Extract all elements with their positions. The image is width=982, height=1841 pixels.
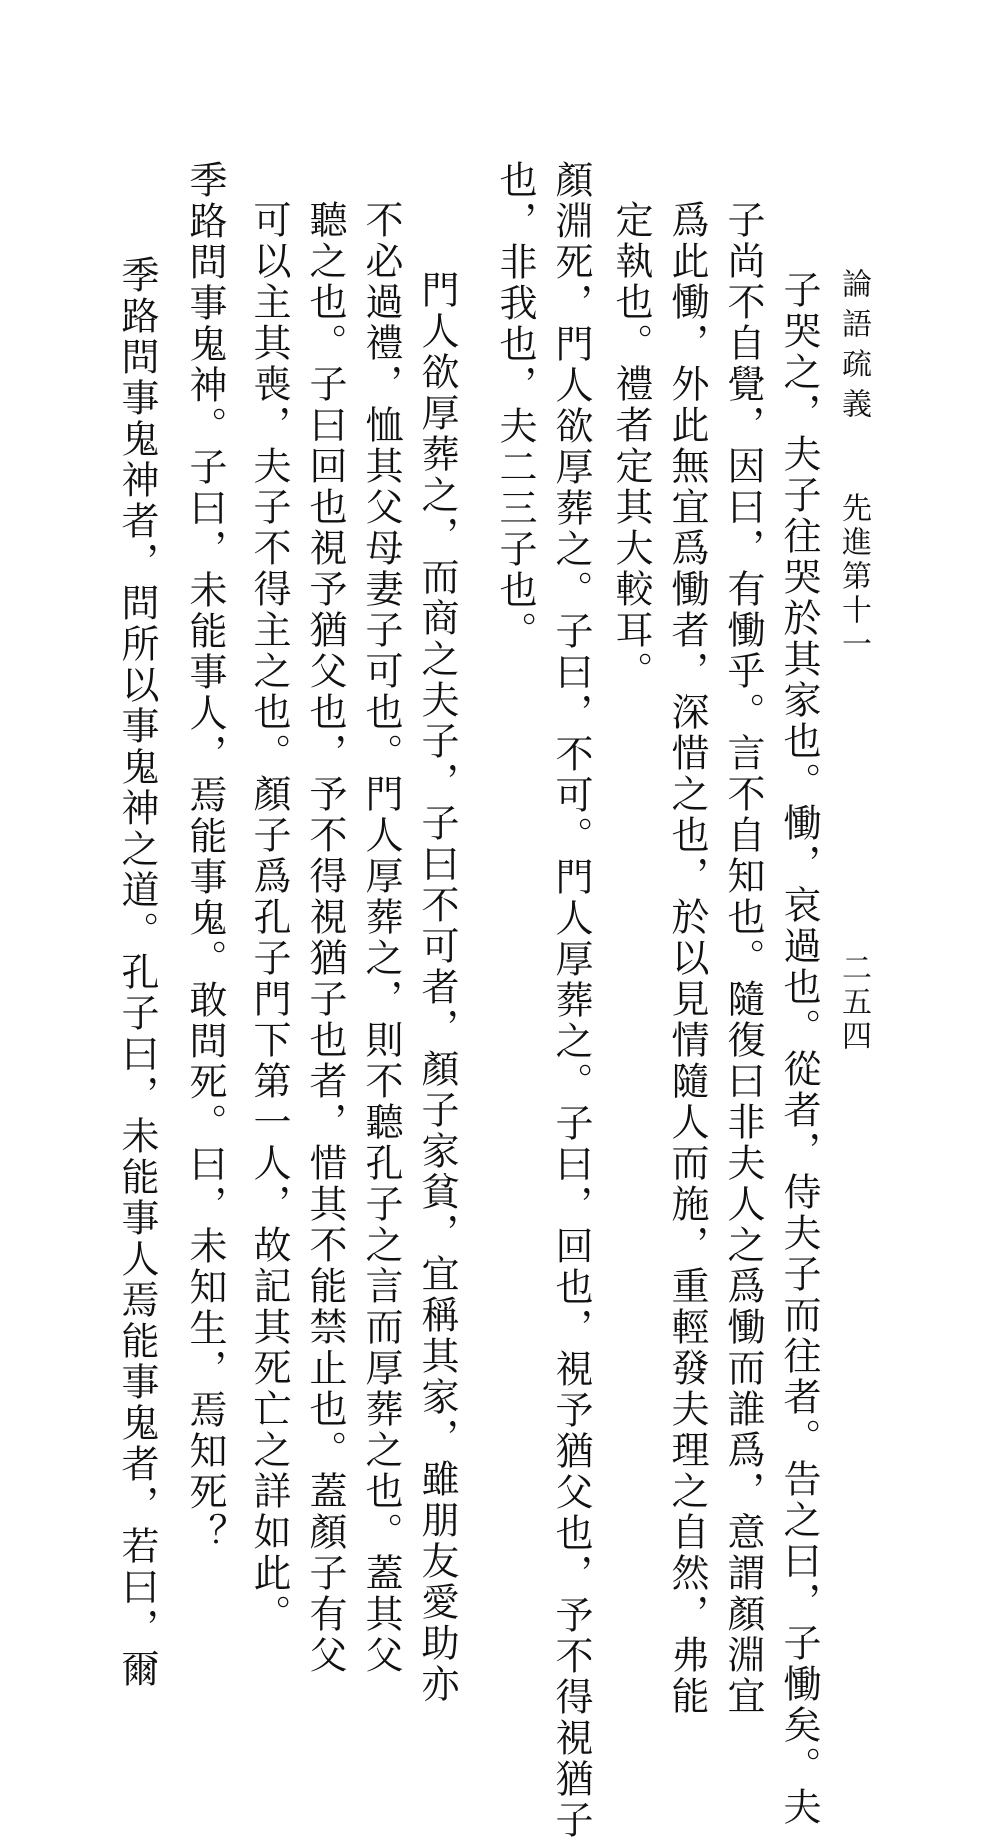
chapter-title: 先進第十一 bbox=[836, 492, 871, 662]
text-column-8: 不必過禮，恤其父母妻子可也。門人厚葬之，則不聽孔子之言而厚葬之也。蓋其父 bbox=[359, 200, 403, 1676]
text-column-9: 聽之也。子曰回也視予猶父也，予不得視猶子也者，惜其不能禁止也。蓋顏子有父 bbox=[303, 200, 347, 1676]
text-column-5: 顏淵死，門人欲厚葬之。子曰，不可。門人厚葬之。子曰，回也，視予猶父也，予不得視猶子 bbox=[549, 160, 593, 1841]
text-column-2: 子尚不自覺，因曰，有慟乎。言不自知也。隨復曰非夫人之爲慟而誰爲，意謂顏淵宜 bbox=[721, 200, 765, 1717]
text-column-4: 定執也。禮者定其大較耳。 bbox=[609, 200, 653, 692]
text-column-7: 門人欲厚葬之，而商之夫子，子曰不可者，顏子家貧，宜稱其家，雖朋友愛助亦 bbox=[415, 270, 459, 1705]
text-column-6: 也，非我也，夫二三子也。 bbox=[493, 160, 537, 652]
page-number: 二五四 bbox=[836, 952, 871, 1054]
text-column-10: 可以主其喪，夫子不得主之也。顏子爲孔子門下第一人，故記其死亡之詳如此。 bbox=[247, 200, 291, 1635]
text-column-12: 季路問事鬼神者，問所以事鬼神之道。孔子曰，未能事人焉能事鬼者，若曰，爾 bbox=[115, 255, 159, 1690]
text-column-1: 子哭之，夫子往哭於其家也。慟，哀過也。從者，侍夫子而往者。告之曰，子慟矣。夫 bbox=[777, 270, 821, 1828]
text-column-11: 季路問事鬼神。子曰，未能事人，焉能事鬼。敢問死。曰，未知生，焉知死？ bbox=[183, 160, 227, 1554]
text-column-3: 爲此慟，外此無宜爲慟者，深惜之也，於以見情隨人而施，重輕發夫理之自然，弗能 bbox=[665, 200, 709, 1717]
book-title: 論語疏義 bbox=[836, 268, 871, 428]
